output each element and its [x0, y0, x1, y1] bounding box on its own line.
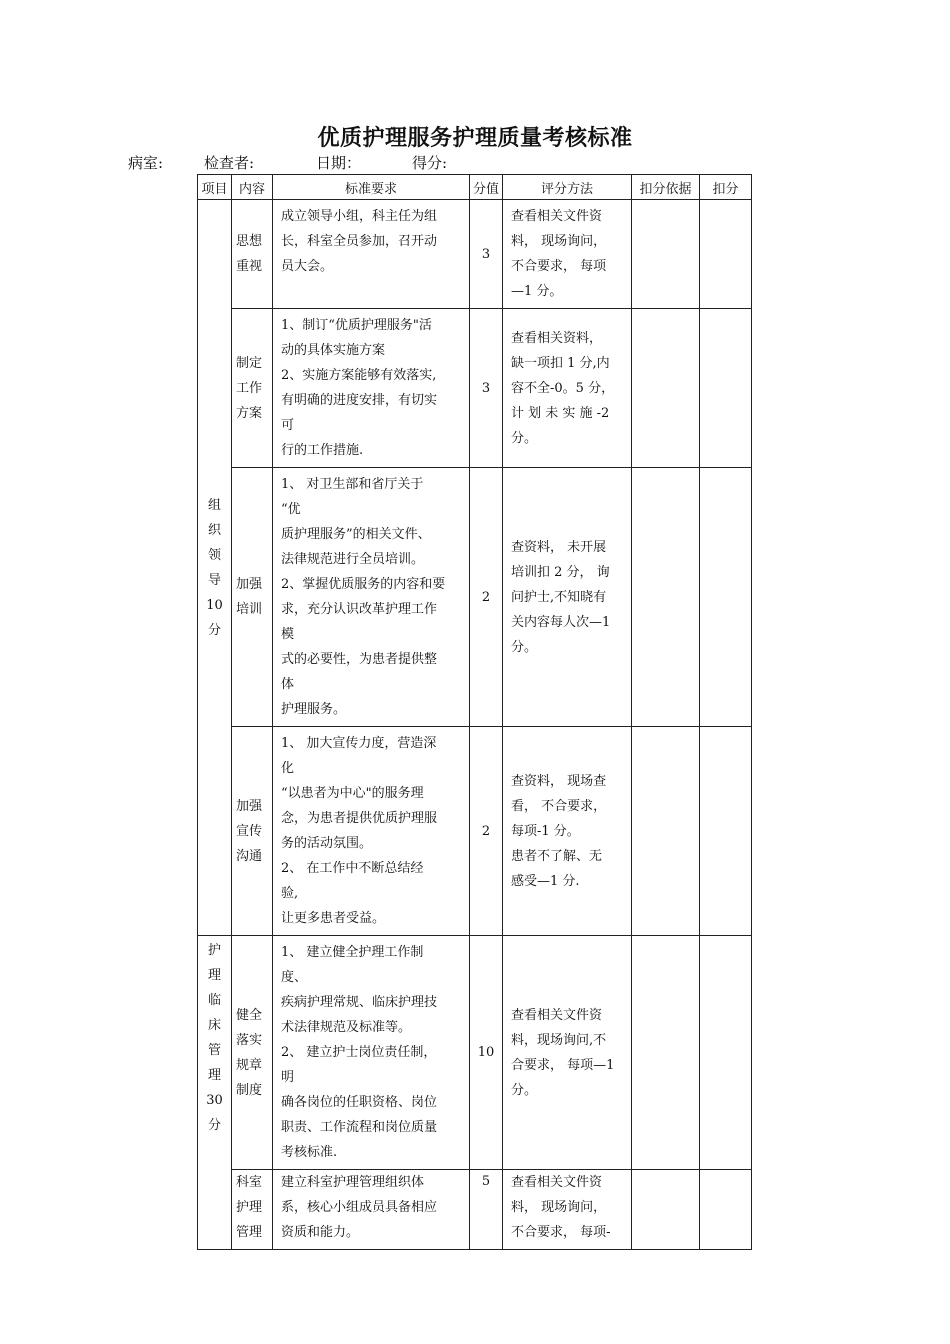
content-cell	[232, 1170, 273, 1250]
standard-cell	[273, 200, 470, 309]
deduction-cell[interactable]	[700, 727, 752, 936]
content-label: 加强 宣传 沟通	[236, 798, 263, 864]
score-value: 3	[481, 246, 491, 262]
content-cell	[232, 200, 273, 309]
header-method: 评分方法	[503, 175, 632, 200]
score-cell	[470, 309, 503, 468]
deduction-basis-cell[interactable]	[632, 468, 700, 727]
deduction-cell[interactable]	[700, 1170, 752, 1250]
standard-text: 1、 对卫生部和省厅关于 “优 质护理服务”的相关文件、 法律规范进行全员培训。 2、掌握优质服务的内容和要 求，充分认识改革护理工作 模 式的必要性，为患者提供整 体 护理服务。	[281, 477, 446, 717]
header-deduction-basis: 扣分依据	[632, 175, 700, 200]
standard-cell	[273, 727, 470, 936]
content-cell	[232, 468, 273, 727]
method-text: 查资料， 现场查 看， 不合要求， 每项-1 分。 患者不了解、无 感受—1 分.	[511, 773, 607, 889]
deduction-cell[interactable]	[700, 200, 752, 309]
deduction-basis-cell[interactable]	[632, 727, 700, 936]
score-cell	[470, 200, 503, 309]
content-cell	[232, 936, 273, 1170]
score-cell	[470, 936, 503, 1170]
method-text: 查看相关资料， 缺一项扣 1 分,内 容不全-0。5 分， 计 划 未 实 施 -2 分。	[511, 330, 615, 446]
method-cell	[503, 1170, 632, 1250]
content-label: 加强 培训	[236, 577, 263, 617]
ward-label: 病室:	[128, 154, 164, 172]
score-cell	[470, 1170, 503, 1250]
score-value: 2	[481, 589, 491, 605]
table-row	[198, 309, 752, 468]
score-value: 3	[481, 380, 491, 396]
assessment-table	[197, 174, 752, 1250]
table-header-row	[198, 175, 752, 200]
standard-text: 成立领导小组，科主任为组 长，科室全员参加，召开动 员大会。	[281, 209, 438, 274]
score-value: 10	[477, 1045, 495, 1060]
method-cell	[503, 468, 632, 727]
content-label: 制定 工作 方案	[236, 355, 263, 421]
inspector-label: 检查者:	[204, 154, 255, 172]
header-score: 分值	[470, 175, 503, 200]
standard-cell	[273, 936, 470, 1170]
header-content: 内容	[232, 175, 273, 200]
content-label: 科室 护理 管理	[236, 1175, 263, 1240]
method-text: 查资料， 未开展 培训扣 2 分， 询 问护士,不知晓有 关内容每人次—1 分。	[511, 539, 611, 655]
score-cell	[470, 468, 503, 727]
method-text: 查看相关文件资 料， 现场询问， 不合要求， 每项 —1 分。	[511, 209, 607, 299]
standard-text: 1、 加大宣传力度，营造深 化 “以患者为中心"的服务理 念，为患者提供优质护理服 务的活动氛围。 2、 在工作中不断总结经 验, 让更多患者受益。	[281, 736, 438, 926]
project-label: 护 理 临 床 管 理 30 分	[206, 943, 223, 1133]
content-label: 健全 落实 规章 制度	[236, 1007, 263, 1098]
table-row	[198, 936, 752, 1170]
table-row	[198, 468, 752, 727]
standard-text: 1、制订“优质护理服务"活 动的具体实施方案 2、实施方案能够有效落实, 有明确的进度安排，有切实 可 行的工作措施.	[281, 318, 438, 458]
table-row	[198, 727, 752, 936]
deduction-cell[interactable]	[700, 309, 752, 468]
standard-cell	[273, 309, 470, 468]
date-label: 日期：	[316, 154, 362, 172]
deduction-basis-cell[interactable]	[632, 309, 700, 468]
header-deduction: 扣分	[700, 175, 752, 200]
deduction-cell[interactable]	[700, 468, 752, 727]
method-cell	[503, 200, 632, 309]
standard-cell	[273, 1170, 470, 1250]
header-project: 项目	[198, 175, 232, 200]
project-cell	[198, 936, 232, 1250]
project-cell	[198, 200, 232, 936]
score-value: 2	[481, 823, 491, 839]
standard-cell	[273, 468, 470, 727]
page-title: 优质护理服务护理质量考核标准	[317, 125, 633, 151]
content-label: 思想 重视	[236, 234, 263, 274]
deduction-basis-cell[interactable]	[632, 1170, 700, 1250]
score-label: 得分:	[412, 154, 448, 172]
table-row	[198, 200, 752, 309]
deduction-cell[interactable]	[700, 936, 752, 1170]
content-cell	[232, 727, 273, 936]
header-standard: 标准要求	[273, 175, 470, 200]
standard-text: 1、 建立健全护理工作制 度、 疾病护理常规、临床护理技 术法律规范及标准等。 2、 建立护士岗位责任制， 明 确各岗位的任职资格、岗位 职责、工作流程和岗位质量 考核标准.	[281, 945, 438, 1160]
method-cell	[503, 727, 632, 936]
content-cell	[232, 309, 273, 468]
header-fields	[128, 152, 447, 173]
deduction-basis-cell[interactable]	[632, 936, 700, 1170]
deduction-basis-cell[interactable]	[632, 200, 700, 309]
table-row	[198, 1170, 752, 1250]
score-value: 5	[481, 1174, 491, 1189]
method-cell	[503, 936, 632, 1170]
method-text: 查看相关文件资 料，现场询问,不 合要求， 每项—1 分。	[511, 1007, 615, 1098]
project-label: 组 织 领 导 10 分	[206, 497, 223, 638]
method-cell	[503, 309, 632, 468]
method-text: 查看相关文件资 料， 现场询问， 不合要求， 每项-	[511, 1175, 611, 1240]
standard-text: 建立科室护理管理组织体 系，核心小组成员具备相应 资质和能力。	[281, 1175, 438, 1240]
score-cell	[470, 727, 503, 936]
